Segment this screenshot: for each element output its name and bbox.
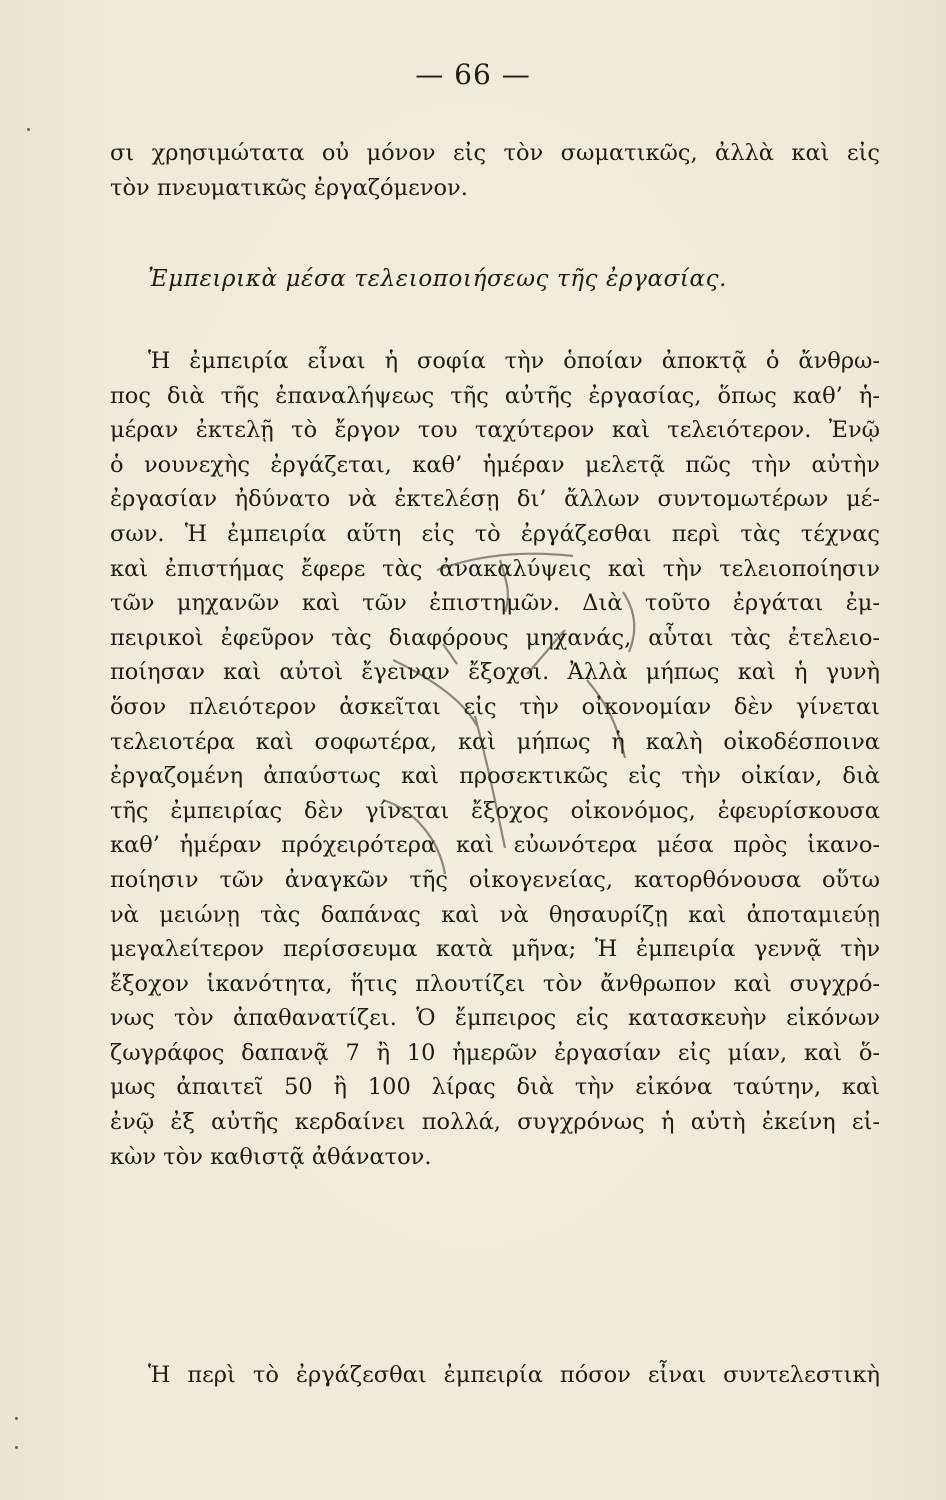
text-line: τῶν μηχανῶν καὶ τῶν ἐπιστημῶν. Διὰ τοῦτο ἐργάται ἐμ- <box>110 590 880 617</box>
paper-speck <box>15 1446 18 1449</box>
faded-stamp-mark <box>355 548 655 878</box>
text-line: καθ’ ἡμέραν πρόχειρότερα καὶ εὐωνότερα μέσα πρὸς ἱκανο- <box>110 832 880 859</box>
text-line: πος διὰ τῆς ἐπαναλήψεως τῆς αὐτῆς ἐργασίας, ὅπως καθ’ ἡ- <box>110 382 880 409</box>
text-line: καὶ ἐπιστήμας ἔφερε τὰς ἀνακαλύψεις καὶ τὴν τελειοποίησιν <box>110 555 880 582</box>
paper-speck <box>15 1417 18 1420</box>
text-line: μεγαλείτερον περίσσευμα κατὰ μῆνα; Ἡ ἐμπειρία γεννᾷ τὴν <box>110 936 880 963</box>
next-paragraph <box>110 1358 880 1393</box>
text-line: ὁ νουνεχὴς ἐργάζεται, καθ’ ἡμέραν μελετᾷ πῶς τὴν αὐτὴν <box>110 451 880 478</box>
text-line: σων. Ἡ ἐμπειρία αὕτη εἰς τὸ ἐργάζεσθαι περὶ τὰς τέχνας <box>110 520 880 547</box>
text-line: νως τὸν ἀπαθανατίζει. Ὁ ἔμπειρος εἰς κατασκευὴν εἰκόνων <box>110 1005 880 1032</box>
text-line: Ἡ ἐμπειρία εἶναι ἡ σοφία τὴν ὁποίαν ἀποκτᾷ ὁ ἄνθρω- <box>148 348 880 374</box>
text-line: μέραν ἐκτελῇ τὸ ἔργον του ταχύτερον καὶ τελειότερον. Ἐνῷ <box>110 417 880 444</box>
text-line: ζωγράφος δαπανᾷ 7 ἢ 10 ἡμερῶν ἐργασίαν εἰς μίαν, καὶ ὅ- <box>110 1039 880 1066</box>
text-line: Ἡ περὶ τὸ ἐργάζεσθαι ἐμπειρία πόσον εἶναι συντελεστικὴ <box>148 1362 880 1388</box>
text-line: ποίησαν καὶ αὐτοὶ ἔγειναν ἔξοχοι. Ἀλλὰ μήπως καὶ ἡ γυνὴ <box>110 659 880 686</box>
text-line: ἔξοχον ἱκανότητα, ἥτις πλουτίζει τὸν ἄνθρωπον καὶ συγχρό- <box>110 970 880 997</box>
text-line: ἐνῷ ἐξ αὐτῆς κερδαίνει πολλά, συγχρόνως ἡ αὐτὴ ἐκείνη εἰ- <box>110 1109 880 1136</box>
page-number: — 66 — <box>415 58 531 91</box>
text-line: ἐργαζομένη ἀπαύστως καὶ προσεκτικῶς εἰς τὴν οἰκίαν, διὰ <box>110 763 880 790</box>
text-line: τῆς ἐμπειρίας δὲν γίνεται ἔξοχος οἰκονόμος, ἐφευρίσκουσα <box>110 797 880 824</box>
text-line: τὸν πνευματικῶς ἐργαζόμενον. <box>110 174 468 201</box>
text-line: ποίησιν τῶν ἀναγκῶν τῆς οἰκογενείας, κατορθόνουσα οὕτω <box>110 866 880 893</box>
text-line: κὼν τὸν καθιστᾷ ἀθάνατον. <box>110 1143 432 1170</box>
paper-speck <box>27 128 30 131</box>
text-line: μως ἀπαιτεῖ 50 ἢ 100 λίρας διὰ τὴν εἰκόνα ταύτην, καὶ <box>110 1074 880 1101</box>
intro-paragraph <box>110 136 880 205</box>
text-line: πειρικοὶ ἐφεῦρον τὰς διαφόρους μηχανάς, αὗται τὰς ἐτελειο- <box>110 624 880 651</box>
text-line: ὅσον πλειότερον ἀσκεῖται εἰς τὴν οἰκονομίαν δὲν γίνεται <box>110 693 880 720</box>
text-line: τελειοτέρα καὶ σοφωτέρα, καὶ μήπως ἡ καλὴ οἰκοδέσποινα <box>110 728 880 755</box>
text-line: σι χρησιμώτατα οὐ μόνον εἰς τὸν σωματικῶς, ἀλλὰ καὶ εἰς <box>110 140 880 166</box>
text-line: ἐργασίαν ἠδύνατο νὰ ἐκτελέσῃ δι’ ἄλλων συντομωτέρων μέ- <box>110 486 880 513</box>
section-heading: Ἐμπειρικὰ μέσα τελειοποιήσεως τῆς ἐργασίας. <box>148 266 728 292</box>
text-line: νὰ μειώνῃ τὰς δαπάνας καὶ νὰ θησαυρίζῃ καὶ ἀποταμιεύῃ <box>110 901 880 928</box>
